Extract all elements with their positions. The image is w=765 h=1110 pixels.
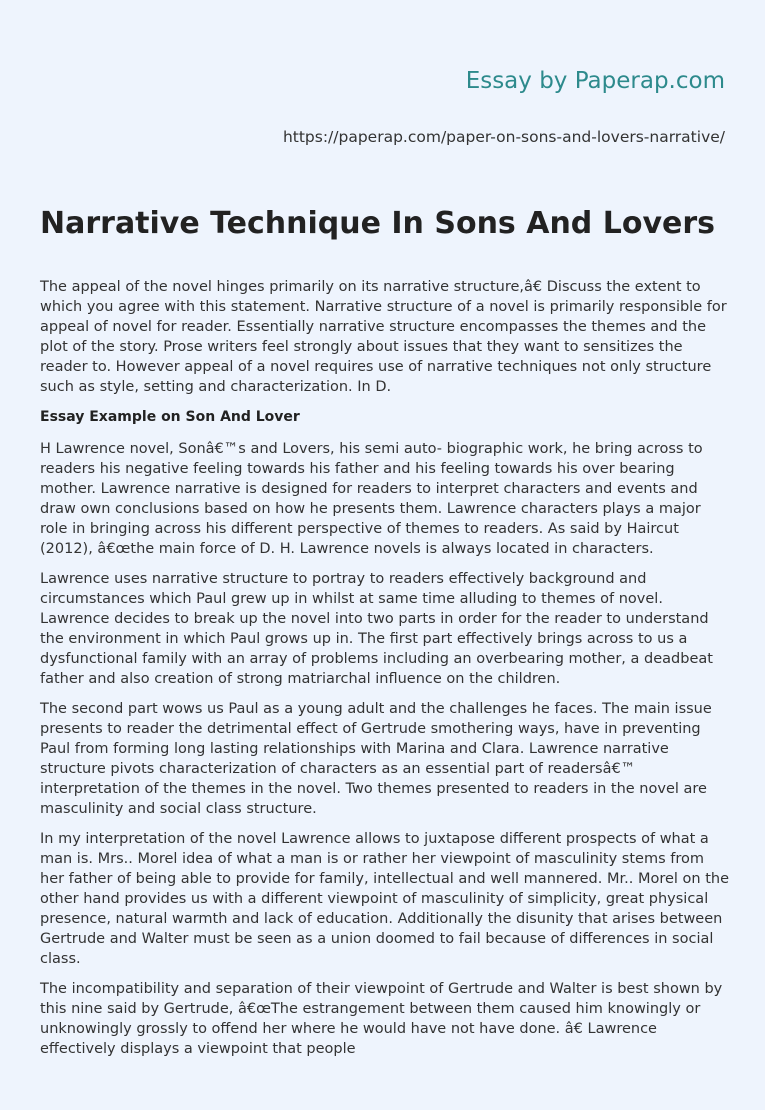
paragraph-second-part: The second part wows us Paul as a young adult and the challenges he faces. The main issue presents to reader the detrimental effect of Gertrude smothering ways, have in preventing Paul from forming long lasting relationships with Marina and Clara. Lawrence narrative structure pivots characterization of characters as an essential part of readersâ€™ interpretation of the themes in the novel. Two themes presented to readers in the novel are masculinity and social class structure. bbox=[40, 701, 712, 817]
paragraph-incompatibility: The incompatibility and separation of their viewpoint of Gertrude and Walter is best shown by this nine said by Gertrude, â€œThe estrangement between them caused him knowingly or unknowingly grossly to offend her where he would have not have done. â€ Lawrence effectively displays a viewpoint that people bbox=[40, 981, 723, 1057]
paragraph-lawrence-novel: H Lawrence novel, Sonâ€™s and Lovers, his semi auto- biographic work, he bring across to readers his negative feeling towards his father and his feeling towards his over bearing mother. Lawrence narrative is designed for readers to interpret characters and events and draw own conclusions based on how he presents them. Lawrence characters plays a major role in bringing across his different perspective of themes to readers. As said by Haircut (2012), â€œthe main force of D. H. Lawrence novels is always located in characters. bbox=[40, 441, 703, 557]
site-brand[interactable]: Essay by Paperap.com bbox=[465, 68, 725, 94]
article-body bbox=[40, 277, 730, 1069]
paragraph-interpretation: In my interpretation of the novel Lawrence allows to juxtapose different prospects of what a man is. Mrs.. Morel idea of what a man is or rather her viewpoint of masculinity stems from her father of being able to provide for family, intellectual and well mannered. Mr.. Morel on the other hand provides us with a different viewpoint of masculinity of simplicity, great physical presence, natural warmth and lack of education. Additionally the disunity that arises between Gertrude and Walter must be seen as a union doomed to fail because of differences in social class. bbox=[40, 831, 729, 967]
essay-example-heading: Essay Example on Son And Lover bbox=[40, 409, 300, 425]
source-url[interactable]: https://paperap.com/paper-on-sons-and-lovers-narrative/ bbox=[282, 128, 725, 146]
page-title: Narrative Technique In Sons And Lovers bbox=[40, 206, 715, 241]
paragraph-narrative-structure: Lawrence uses narrative structure to portray to readers effectively background and circumstances which Paul grew up in whilst at same time alluding to themes of novel. Lawrence decides to break up the novel into two parts in order for the reader to understand the environment in which Paul grows up in. The first part effectively brings across to us a dysfunctional family with an array of problems including an overbearing mother, a deadbeat father and also creation of strong matriarchal influence on the children. bbox=[40, 571, 713, 687]
paragraph-intro: The appeal of the novel hinges primarily on its narrative structure,â€ Discuss the extent to which you agree with this statement. Narrative structure of a novel is primarily responsible for appeal of novel for reader. Essentially narrative structure encompasses the themes and the plot of the story. Prose writers feel strongly about issues that they want to sensitizes the reader to. However appeal of a novel requires use of narrative techniques not only structure such as style, setting and characterization. In D. bbox=[40, 279, 727, 395]
